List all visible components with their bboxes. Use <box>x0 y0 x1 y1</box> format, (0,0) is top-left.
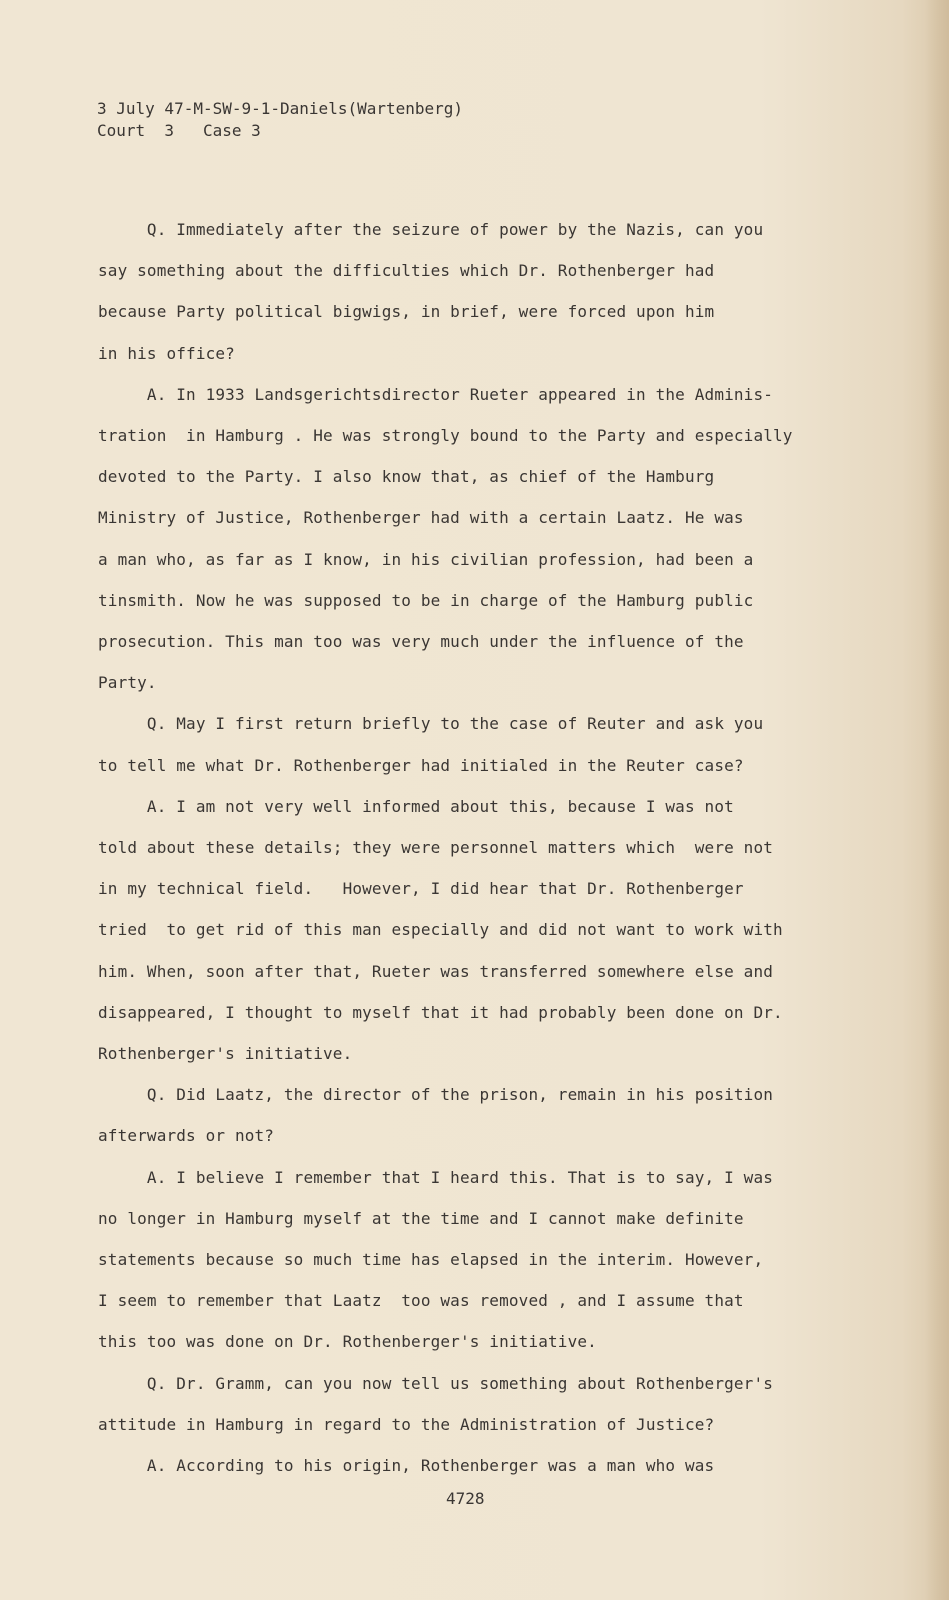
transcript-line: Party. <box>98 673 157 692</box>
header-date-reference: 3 July 47-M-SW-9-1-Daniels(Wartenberg) <box>97 99 464 118</box>
transcript-line: Q. Dr. Gramm, can you now tell us something about Rothenberger's <box>98 1374 774 1393</box>
transcript-line: in my technical field. However, I did hear that Dr. Rothenberger <box>98 879 744 898</box>
transcript-line: tration in Hamburg . He was strongly bound to the Party and especially <box>98 426 793 445</box>
document-header <box>97 98 463 142</box>
transcript-line: A. In 1933 Landsgerichtsdirector Rueter appeared in the Adminis- <box>98 385 774 404</box>
transcript-line: told about these details; they were personnel matters which were not <box>98 838 774 857</box>
transcript-line: Q. May I first return briefly to the case of Reuter and ask you <box>98 714 764 733</box>
transcript-line: Q. Did Laatz, the director of the prison, remain in his position <box>98 1085 774 1104</box>
transcript-line: Rothenberger's initiative. <box>98 1044 353 1063</box>
transcript-line: devoted to the Party. I also know that, as chief of the Hamburg <box>98 467 715 486</box>
transcript-line: tried to get rid of this man especially and did not want to work with <box>98 920 783 939</box>
transcript-line: in his office? <box>98 344 235 363</box>
transcript-line: prosecution. This man too was very much under the influence of the <box>98 632 744 651</box>
transcript-line: Ministry of Justice, Rothenberger had with a certain Laatz. He was <box>98 508 744 527</box>
page-number: 4728 <box>446 1489 485 1508</box>
header-court-case: Court 3 Case 3 <box>97 121 261 140</box>
paper-edge-shadow <box>925 0 949 1600</box>
transcript-line: to tell me what Dr. Rothenberger had initialed in the Reuter case? <box>98 756 744 775</box>
transcript-line: A. According to his origin, Rothenberger was a man who was <box>98 1456 715 1475</box>
transcript-line: attitude in Hamburg in regard to the Administration of Justice? <box>98 1415 715 1434</box>
transcript-line: him. When, soon after that, Rueter was transferred somewhere else and <box>98 962 774 981</box>
transcript-line: A. I am not very well informed about this, because I was not <box>98 797 734 816</box>
transcript-line: no longer in Hamburg myself at the time and I cannot make definite <box>98 1209 744 1228</box>
transcript-line: A. I believe I remember that I heard this. That is to say, I was <box>98 1168 774 1187</box>
transcript-line: say something about the difficulties which Dr. Rothenberger had <box>98 261 715 280</box>
transcript-line: because Party political bigwigs, in brief, were forced upon him <box>98 302 715 321</box>
transcript-line: tinsmith. Now he was supposed to be in charge of the Hamburg public <box>98 591 754 610</box>
transcript-line: statements because so much time has elapsed in the interim. However, <box>98 1250 764 1269</box>
transcript-line: a man who, as far as I know, in his civilian profession, had been a <box>98 550 754 569</box>
transcript-line: I seem to remember that Laatz too was removed , and I assume that <box>98 1291 744 1310</box>
transcript-line: this too was done on Dr. Rothenberger's initiative. <box>98 1332 597 1351</box>
transcript-line: Q. Immediately after the seizure of power by the Nazis, can you <box>98 220 764 239</box>
transcript-line: afterwards or not? <box>98 1126 275 1145</box>
transcript-line: disappeared, I thought to myself that it had probably been done on Dr. <box>98 1003 783 1022</box>
